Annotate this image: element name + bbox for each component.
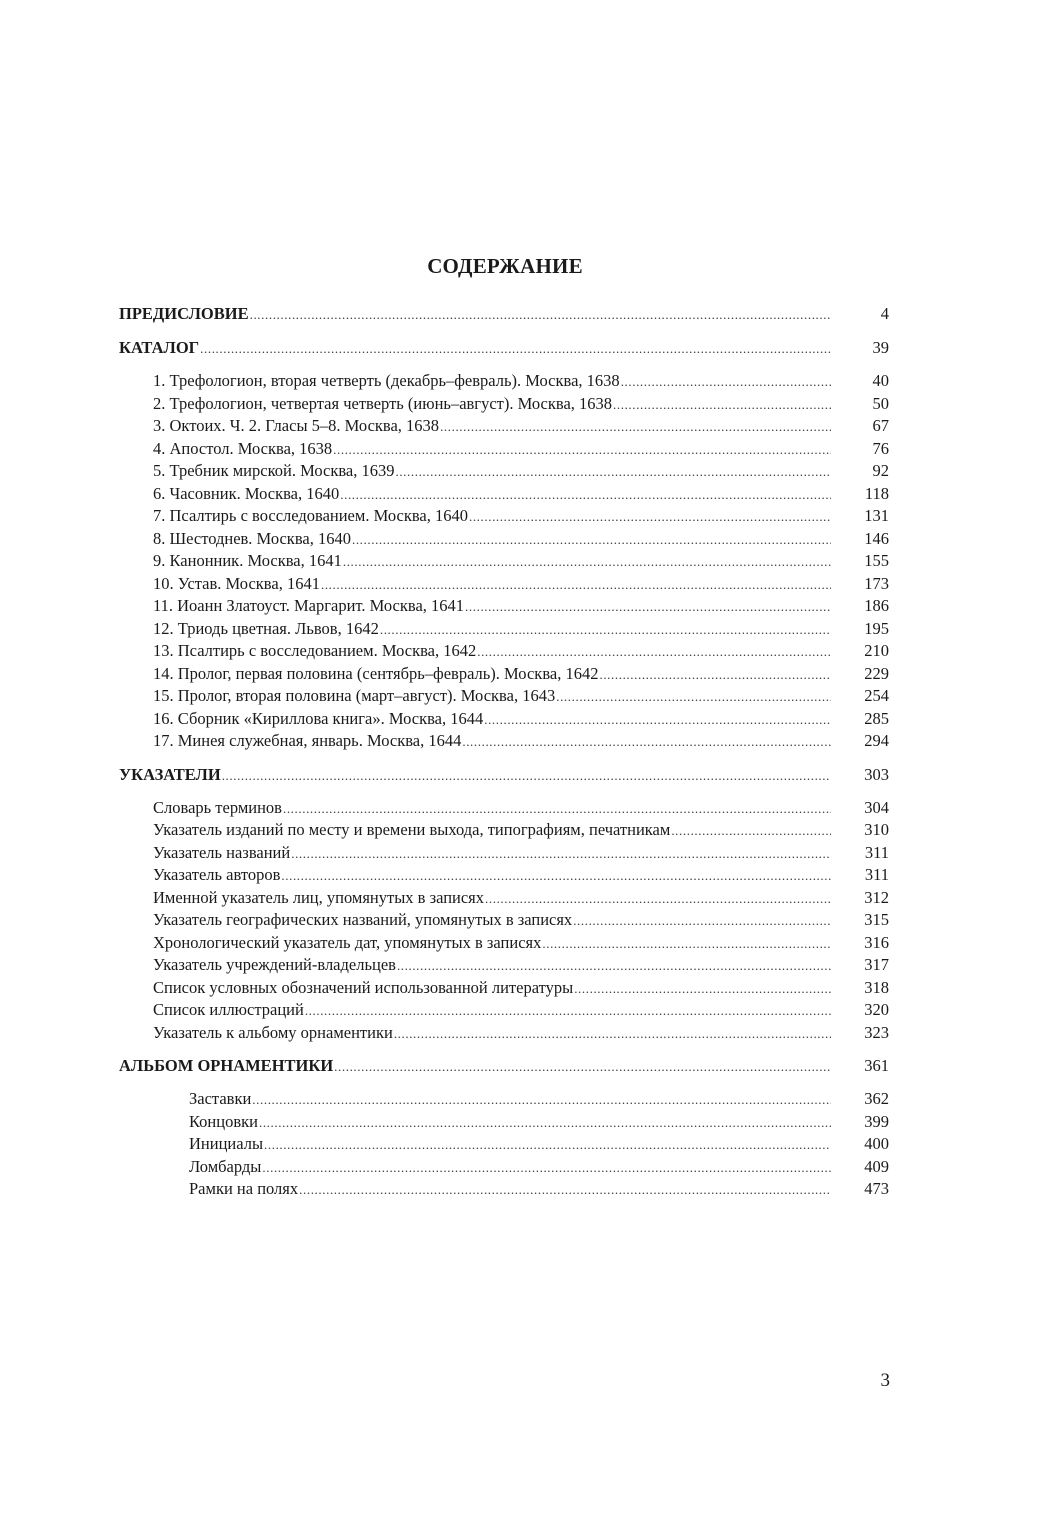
dot-leader: [299, 1179, 831, 1202]
toc-entry[interactable]: [119, 370, 889, 393]
toc-entry[interactable]: [119, 1088, 889, 1111]
toc-page-number: 50: [872, 393, 889, 413]
toc-entry-label: Инициалы: [189, 1134, 264, 1153]
toc-heading-label: КАТАЛОГ: [119, 338, 200, 357]
toc-page-number: 399: [864, 1111, 889, 1131]
dot-leader: [264, 1134, 831, 1157]
toc-entry[interactable]: [119, 954, 889, 977]
dot-leader: [291, 843, 831, 866]
toc-entry[interactable]: [119, 977, 889, 1000]
dot-leader: [250, 303, 831, 327]
dot-leader: [200, 337, 831, 361]
toc-entry[interactable]: [119, 1022, 889, 1045]
toc-entry-label: Рамки на полях: [189, 1179, 299, 1198]
toc-heading-label: ПРЕДИСЛОВИЕ: [119, 304, 249, 323]
toc-entry[interactable]: [119, 932, 889, 955]
section-indexes: [119, 763, 889, 1045]
toc-entry-label: 13. Псалтирь с восследованием. Москва, 1642: [153, 641, 477, 660]
toc-page-number: 303: [864, 764, 889, 784]
toc-entry[interactable]: [119, 819, 889, 842]
toc-page-number: 362: [864, 1089, 889, 1108]
toc-page-number: 254: [864, 686, 889, 705]
dot-leader: [465, 596, 831, 619]
toc-entry[interactable]: [119, 550, 889, 573]
toc-page-number: 155: [864, 551, 889, 570]
dot-leader: [542, 933, 831, 956]
toc-entry[interactable]: [119, 730, 889, 753]
toc-heading-label: АЛЬБОМ ОРНАМЕНТИКИ: [119, 1056, 334, 1075]
toc-entry-label: 16. Сборник «Кириллова книга». Москва, 1644: [153, 708, 484, 728]
dot-leader: [556, 686, 831, 709]
toc-page-number: 312: [864, 887, 889, 907]
dot-leader: [283, 798, 831, 821]
section-preface: [119, 302, 889, 326]
toc-entry-label: Ломбарды: [189, 1156, 262, 1176]
toc-entry-label: 12. Триодь цветная. Львов, 1642: [153, 618, 379, 638]
toc-page-number: 409: [864, 1156, 889, 1176]
toc-entry-label: Указатель учреждений-владельцев: [153, 955, 396, 974]
toc-page-number: 400: [864, 1134, 889, 1153]
dot-leader: [671, 820, 831, 843]
toc-page-number: 146: [864, 528, 889, 548]
dot-leader: [252, 1089, 831, 1112]
table-of-contents: [119, 302, 889, 1211]
page-number: 3: [880, 1370, 890, 1391]
toc-entry-label: Указатель изданий по месту и времени выхода, типографиям, печатникам: [153, 820, 671, 839]
album-items: [119, 1088, 889, 1201]
toc-entry[interactable]: [119, 887, 889, 910]
page-title: СОДЕРЖАНИЕ: [427, 254, 583, 278]
toc-entry[interactable]: [119, 483, 889, 506]
toc-page-number: 285: [864, 708, 889, 728]
toc-page-number: 316: [864, 932, 889, 952]
toc-page-number: 40: [872, 371, 889, 390]
dot-leader: [281, 865, 831, 888]
section-album: [119, 1054, 889, 1201]
toc-page-number: 320: [864, 1000, 889, 1019]
dot-leader: [599, 664, 831, 687]
toc-entry[interactable]: [119, 1111, 889, 1134]
dot-leader: [485, 888, 831, 911]
toc-page-number: 131: [864, 506, 889, 525]
toc-entry-label: 4. Апостол. Москва, 1638: [153, 438, 333, 458]
toc-entry-label: 17. Минея служебная, январь. Москва, 1644: [153, 731, 462, 750]
toc-heading-indexes[interactable]: [119, 763, 889, 787]
toc-entry-label: Список условных обозначений использованной литературы: [153, 977, 574, 997]
dot-leader: [340, 484, 831, 507]
toc-entry[interactable]: [119, 415, 889, 438]
toc-entry[interactable]: [119, 528, 889, 551]
toc-entry-label: 5. Требник мирской. Москва, 1639: [153, 461, 395, 480]
toc-entry-label: 14. Пролог, первая половина (сентябрь–февраль). Москва, 1642: [153, 663, 599, 683]
toc-entry[interactable]: [119, 505, 889, 528]
toc-page-number: 361: [864, 1056, 889, 1075]
toc-entry[interactable]: [119, 1133, 889, 1156]
toc-entry[interactable]: [119, 663, 889, 686]
indexes-items: [119, 797, 889, 1045]
section-catalog: [119, 336, 889, 753]
toc-entry-label: 3. Октоих. Ч. 2. Гласы 5–8. Москва, 1638: [153, 416, 440, 435]
dot-leader: [333, 439, 831, 462]
toc-entry[interactable]: [119, 618, 889, 641]
toc-entry[interactable]: [119, 909, 889, 932]
toc-entry-label: Указатель географических названий, упомянутых в записях: [153, 910, 573, 929]
toc-heading-preface[interactable]: [119, 302, 889, 326]
dot-leader: [397, 955, 831, 978]
toc-page-number: 311: [864, 842, 889, 862]
toc-entry-label: Заставки: [189, 1089, 252, 1108]
toc-entry-label: 15. Пролог, вторая половина (март–август). Москва, 1643: [153, 686, 556, 705]
toc-page-number: 173: [864, 573, 889, 593]
toc-entry[interactable]: [119, 842, 889, 865]
toc-page-number: 92: [872, 461, 889, 480]
toc-heading-label: УКАЗАТЕЛИ: [119, 764, 221, 784]
toc-entry-label: Указатель авторов: [153, 865, 281, 884]
dot-leader: [440, 416, 831, 439]
dot-leader: [462, 731, 831, 754]
toc-page-number: 67: [872, 416, 889, 435]
toc-page-number: 294: [864, 731, 889, 750]
toc-page-number: 318: [864, 977, 889, 997]
toc-entry-label: 2. Трефологион, четвертая четверть (июнь–август). Москва, 1638: [153, 393, 613, 413]
toc-entry[interactable]: [119, 708, 889, 731]
toc-entry[interactable]: [119, 393, 889, 416]
toc-entry-label: 6. Часовник. Москва, 1640: [153, 483, 340, 503]
toc-entry-label: 1. Трефологион, вторая четверть (декабрь–февраль). Москва, 1638: [153, 371, 620, 390]
toc-page-number: 323: [864, 1022, 889, 1042]
dot-leader: [222, 764, 831, 788]
dot-leader: [321, 574, 831, 597]
toc-entry-label: 8. Шестоднев. Москва, 1640: [153, 528, 351, 548]
toc-page-number: 39: [872, 338, 889, 357]
toc-entry-label: Именной указатель лиц, упомянутых в записях: [153, 887, 485, 907]
toc-entry-label: Концовки: [189, 1111, 258, 1131]
dot-leader: [259, 1112, 831, 1135]
toc-entry-label: Словарь терминов: [153, 797, 282, 817]
toc-entry[interactable]: [119, 999, 889, 1022]
dot-leader: [573, 910, 831, 933]
toc-entry[interactable]: [119, 438, 889, 461]
toc-entry[interactable]: [119, 797, 889, 820]
toc-page-number: 76: [872, 438, 889, 458]
toc-entry-label: Список иллюстраций: [153, 1000, 304, 1019]
toc-heading-album[interactable]: [119, 1054, 889, 1078]
dot-leader: [484, 709, 831, 732]
toc-page-number: 473: [864, 1179, 889, 1198]
toc-entry[interactable]: [119, 685, 889, 708]
dot-leader: [334, 1055, 831, 1079]
dot-leader: [262, 1157, 831, 1180]
toc-page-number: 186: [864, 596, 889, 615]
toc-entry[interactable]: [119, 595, 889, 618]
dot-leader: [380, 619, 831, 642]
toc-entry-label: 9. Канонник. Москва, 1641: [153, 551, 342, 570]
toc-entry-label: 11. Иоанн Златоуст. Маргарит. Москва, 1641: [153, 596, 465, 615]
toc-entry[interactable]: [119, 1178, 889, 1201]
toc-page-number: 195: [864, 618, 889, 638]
toc-page-number: 210: [864, 641, 889, 660]
dot-leader: [621, 371, 831, 394]
dot-leader: [343, 551, 831, 574]
toc-entry[interactable]: [119, 864, 889, 887]
toc-entry-label: 7. Псалтирь с восследованием. Москва, 1640: [153, 506, 468, 525]
toc-page-number: 317: [864, 955, 889, 974]
toc-entry-label: Хронологический указатель дат, упомянутых в записях: [153, 932, 542, 952]
dot-leader: [469, 506, 831, 529]
dot-leader: [477, 641, 831, 664]
toc-entry[interactable]: [119, 460, 889, 483]
dot-leader: [395, 461, 831, 484]
dot-leader: [394, 1023, 831, 1046]
dot-leader: [305, 1000, 831, 1023]
toc-page-number: 315: [864, 910, 889, 929]
catalog-items: [119, 370, 889, 753]
toc-entry[interactable]: [119, 1156, 889, 1179]
toc-heading-catalog[interactable]: [119, 336, 889, 360]
toc-page-number: 311: [864, 865, 889, 884]
toc-page-number: 229: [864, 663, 889, 683]
toc-page-number: 4: [880, 304, 889, 323]
toc-entry-label: 10. Устав. Москва, 1641: [153, 573, 320, 593]
toc-entry-label: Указатель названий: [153, 842, 291, 862]
toc-entry[interactable]: [119, 573, 889, 596]
dot-leader: [613, 394, 831, 417]
toc-entry-label: Указатель к альбому орнаментики: [153, 1022, 393, 1042]
toc-page-number: 304: [864, 797, 889, 817]
dot-leader: [574, 978, 831, 1001]
toc-entry[interactable]: [119, 640, 889, 663]
dot-leader: [352, 529, 831, 552]
toc-page-number: 310: [864, 820, 889, 839]
toc-page-number: 118: [864, 483, 889, 503]
